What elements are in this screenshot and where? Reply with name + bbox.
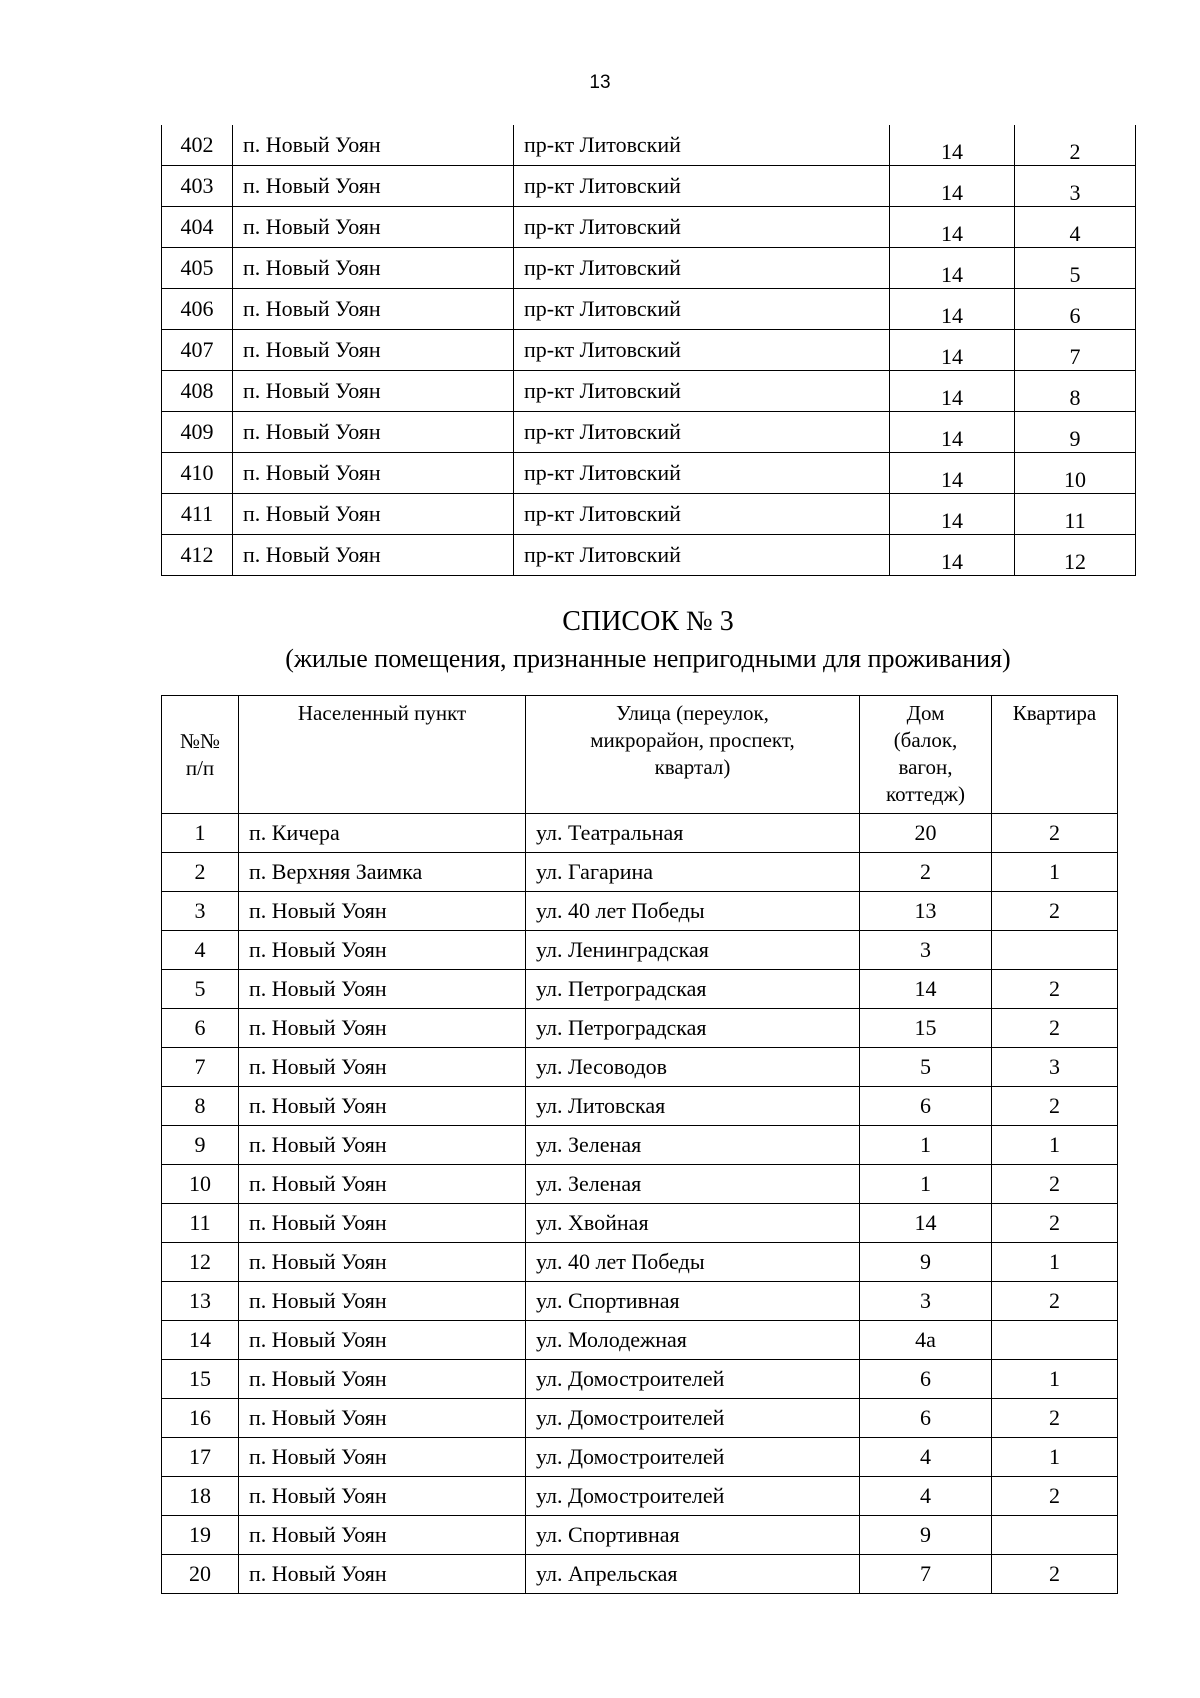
cell-locality: п. Новый Уоян (239, 1399, 526, 1438)
cell-house: 14 (890, 453, 1015, 494)
table-row (162, 1087, 1118, 1126)
cell-number: 19 (162, 1516, 239, 1555)
cell-street: ул. Петроградская (526, 1009, 860, 1048)
cell-house: 14 (890, 412, 1015, 453)
cell-locality: п. Новый Уоян (239, 1009, 526, 1048)
cell-number: 13 (162, 1282, 239, 1321)
table-row (162, 853, 1118, 892)
cell-apartment: 6 (1015, 289, 1136, 330)
cell-locality: п. Новый Уоян (239, 1438, 526, 1477)
cell-locality: п. Новый Уоян (239, 1048, 526, 1087)
cell-locality: п. Новый Уоян (239, 1282, 526, 1321)
table-row (162, 1243, 1118, 1282)
cell-locality: п. Новый Уоян (233, 289, 514, 330)
cell-street: ул. Театральная (526, 814, 860, 853)
cell-number: 404 (162, 207, 233, 248)
cell-street: ул. 40 лет Победы (526, 1243, 860, 1282)
cell-apartment: 7 (1015, 330, 1136, 371)
cell-house: 6 (860, 1087, 992, 1126)
table-row (162, 248, 1136, 289)
cell-locality: п. Новый Уоян (239, 1516, 526, 1555)
cell-locality: п. Новый Уоян (239, 1126, 526, 1165)
cell-apartment: 1 (992, 1243, 1118, 1282)
cell-house: 14 (890, 494, 1015, 535)
page-number: 13 (589, 72, 611, 93)
cell-locality: п. Верхняя Заимка (239, 853, 526, 892)
cell-apartment: 12 (1015, 535, 1136, 576)
cell-apartment: 3 (992, 1048, 1118, 1087)
cell-number: 402 (162, 125, 233, 166)
table-row (162, 1009, 1118, 1048)
cell-house: 14 (890, 330, 1015, 371)
table-row (162, 1165, 1118, 1204)
table-row (162, 1204, 1118, 1243)
cell-number: 403 (162, 166, 233, 207)
cell-apartment: 2 (992, 1399, 1118, 1438)
cell-apartment: 2 (992, 892, 1118, 931)
cell-number: 7 (162, 1048, 239, 1087)
cell-street: ул. Зеленая (526, 1165, 860, 1204)
cell-street: ул. Зеленая (526, 1126, 860, 1165)
cell-locality: п. Новый Уоян (239, 931, 526, 970)
table-row (162, 166, 1136, 207)
cell-house: 14 (860, 970, 992, 1009)
cell-house: 14 (860, 1204, 992, 1243)
cell-apartment: 1 (992, 853, 1118, 892)
header-row (162, 696, 1118, 814)
cell-apartment: 5 (1015, 248, 1136, 289)
cell-house: 6 (860, 1399, 992, 1438)
cell-house: 9 (860, 1243, 992, 1282)
table-row (162, 1282, 1118, 1321)
cell-apartment: 2 (992, 1087, 1118, 1126)
cell-number: 408 (162, 371, 233, 412)
cell-house: 2 (860, 853, 992, 892)
list3-table (161, 695, 1118, 1594)
header-street-line: микрорайон, проспект, (590, 728, 795, 752)
header-street (526, 696, 860, 814)
cell-locality: п. Кичера (239, 814, 526, 853)
header-num (162, 696, 239, 814)
table-row (162, 1126, 1118, 1165)
cell-house: 14 (890, 125, 1015, 166)
cell-number: 1 (162, 814, 239, 853)
table-row (162, 931, 1118, 970)
cell-number: 4 (162, 931, 239, 970)
cell-house: 4 (860, 1438, 992, 1477)
table-row (162, 371, 1136, 412)
cell-apartment: 11 (1015, 494, 1136, 535)
cell-number: 10 (162, 1165, 239, 1204)
table-row (162, 1516, 1118, 1555)
cell-apartment: 2 (992, 1009, 1118, 1048)
table-row (162, 453, 1136, 494)
header-street-line: квартал) (654, 755, 731, 779)
cell-apartment: 1 (992, 1360, 1118, 1399)
cell-house: 4 (860, 1477, 992, 1516)
header-house (860, 696, 992, 814)
header-house-line: коттедж) (886, 782, 965, 806)
cell-apartment: 1 (992, 1126, 1118, 1165)
header-house-line: Дом (906, 701, 945, 725)
cell-street: пр-кт Литовский (514, 248, 890, 289)
cell-house: 3 (860, 1282, 992, 1321)
cell-house: 14 (890, 248, 1015, 289)
table-row (162, 289, 1136, 330)
table-row (162, 1477, 1118, 1516)
cell-locality: п. Новый Уоян (233, 453, 514, 494)
table-row (162, 1360, 1118, 1399)
cell-apartment: 9 (1015, 412, 1136, 453)
table-row (162, 494, 1136, 535)
cell-street: пр-кт Литовский (514, 371, 890, 412)
cell-apartment: 10 (1015, 453, 1136, 494)
cell-locality: п. Новый Уоян (233, 371, 514, 412)
cell-number: 18 (162, 1477, 239, 1516)
cell-house: 4а (860, 1321, 992, 1360)
cell-locality: п. Новый Уоян (233, 125, 514, 166)
cell-number: 5 (162, 970, 239, 1009)
cell-street: пр-кт Литовский (514, 453, 890, 494)
table-row (162, 1555, 1118, 1594)
cell-apartment: 2 (992, 814, 1118, 853)
cell-house: 14 (890, 166, 1015, 207)
cell-locality: п. Новый Уоян (233, 207, 514, 248)
cell-street: пр-кт Литовский (514, 125, 890, 166)
cell-house: 1 (860, 1126, 992, 1165)
cell-street: ул. Домостроителей (526, 1399, 860, 1438)
cell-apartment: 2 (992, 1204, 1118, 1243)
cell-street: ул. Петроградская (526, 970, 860, 1009)
list-title: СПИСОК № 3 (562, 606, 734, 637)
cell-locality: п. Новый Уоян (233, 248, 514, 289)
table-row (162, 1399, 1118, 1438)
cell-number: 15 (162, 1360, 239, 1399)
cell-house: 6 (860, 1360, 992, 1399)
cell-number: 411 (162, 494, 233, 535)
cell-number: 17 (162, 1438, 239, 1477)
cell-number: 9 (162, 1126, 239, 1165)
cell-house: 5 (860, 1048, 992, 1087)
table-row (162, 125, 1136, 166)
cell-apartment: 3 (1015, 166, 1136, 207)
cell-street: пр-кт Литовский (514, 166, 890, 207)
cell-locality: п. Новый Уоян (233, 166, 514, 207)
cell-street: ул. Молодежная (526, 1321, 860, 1360)
cell-street: ул. Спортивная (526, 1516, 860, 1555)
cell-apartment (992, 1321, 1118, 1360)
cell-street: ул. 40 лет Победы (526, 892, 860, 931)
cell-apartment: 2 (992, 970, 1118, 1009)
cell-street: пр-кт Литовский (514, 289, 890, 330)
cell-street: ул. Домостроителей (526, 1438, 860, 1477)
cell-street: ул. Домостроителей (526, 1477, 860, 1516)
cell-apartment: 2 (992, 1477, 1118, 1516)
cell-number: 14 (162, 1321, 239, 1360)
cell-street: пр-кт Литовский (514, 494, 890, 535)
cell-locality: п. Новый Уоян (233, 494, 514, 535)
cell-apartment: 8 (1015, 371, 1136, 412)
cell-locality: п. Новый Уоян (239, 1087, 526, 1126)
cell-locality: п. Новый Уоян (239, 892, 526, 931)
header-apartment-line: Квартира (1012, 701, 1097, 725)
header-apartment (992, 696, 1118, 814)
header-locality-line: Населенный пункт (297, 701, 467, 725)
list-subtitle: (жилые помещения, признанные непригодными для проживания) (285, 644, 1011, 673)
cell-street: пр-кт Литовский (514, 330, 890, 371)
cell-house: 7 (860, 1555, 992, 1594)
cell-street: ул. Спортивная (526, 1282, 860, 1321)
cell-locality: п. Новый Уоян (233, 412, 514, 453)
cell-number: 407 (162, 330, 233, 371)
cell-locality: п. Новый Уоян (239, 1204, 526, 1243)
header-num-line: №№ (179, 728, 221, 753)
header-house-line: (балок, (893, 728, 958, 752)
cell-street: пр-кт Литовский (514, 412, 890, 453)
continuation-table (161, 125, 1136, 576)
table-row (162, 1321, 1118, 1360)
cell-house: 15 (860, 1009, 992, 1048)
table-row (162, 1048, 1118, 1087)
cell-number: 11 (162, 1204, 239, 1243)
cell-street: ул. Апрельская (526, 1555, 860, 1594)
cell-house: 14 (890, 289, 1015, 330)
table-row (162, 814, 1118, 853)
cell-apartment: 1 (992, 1438, 1118, 1477)
table-row (162, 207, 1136, 248)
cell-number: 406 (162, 289, 233, 330)
cell-number: 405 (162, 248, 233, 289)
table-row (162, 330, 1136, 371)
cell-apartment: 4 (1015, 207, 1136, 248)
cell-street: ул. Хвойная (526, 1204, 860, 1243)
table-row (162, 892, 1118, 931)
cell-house: 3 (860, 931, 992, 970)
cell-street: ул. Литовская (526, 1087, 860, 1126)
cell-house: 9 (860, 1516, 992, 1555)
cell-number: 16 (162, 1399, 239, 1438)
header-house-line: вагон, (898, 755, 953, 779)
cell-number: 8 (162, 1087, 239, 1126)
cell-locality: п. Новый Уоян (239, 1243, 526, 1282)
cell-locality: п. Новый Уоян (239, 1477, 526, 1516)
header-street-line: Улица (переулок, (616, 701, 769, 725)
cell-house: 14 (890, 207, 1015, 248)
cell-house: 13 (860, 892, 992, 931)
cell-apartment: 2 (1015, 125, 1136, 166)
cell-number: 412 (162, 535, 233, 576)
cell-number: 409 (162, 412, 233, 453)
cell-street: пр-кт Литовский (514, 535, 890, 576)
cell-street: ул. Гагарина (526, 853, 860, 892)
table-row (162, 1438, 1118, 1477)
cell-house: 14 (890, 535, 1015, 576)
cell-house: 1 (860, 1165, 992, 1204)
cell-locality: п. Новый Уоян (239, 1555, 526, 1594)
cell-apartment: 2 (992, 1282, 1118, 1321)
cell-locality: п. Новый Уоян (239, 970, 526, 1009)
header-num-line: п/п (185, 755, 215, 780)
cell-street: ул. Ленинградская (526, 931, 860, 970)
cell-number: 2 (162, 853, 239, 892)
table-row (162, 535, 1136, 576)
cell-number: 410 (162, 453, 233, 494)
cell-locality: п. Новый Уоян (233, 535, 514, 576)
cell-street: пр-кт Литовский (514, 207, 890, 248)
cell-number: 20 (162, 1555, 239, 1594)
cell-locality: п. Новый Уоян (239, 1165, 526, 1204)
table-row (162, 412, 1136, 453)
cell-apartment: 2 (992, 1555, 1118, 1594)
table-row (162, 970, 1118, 1009)
cell-apartment (992, 1516, 1118, 1555)
cell-house: 20 (860, 814, 992, 853)
cell-number: 6 (162, 1009, 239, 1048)
cell-locality: п. Новый Уоян (239, 1360, 526, 1399)
cell-number: 3 (162, 892, 239, 931)
cell-street: ул. Домостроителей (526, 1360, 860, 1399)
cell-street: ул. Лесоводов (526, 1048, 860, 1087)
cell-apartment: 2 (992, 1165, 1118, 1204)
cell-apartment (992, 931, 1118, 970)
header-locality (239, 696, 526, 814)
cell-locality: п. Новый Уоян (239, 1321, 526, 1360)
cell-number: 12 (162, 1243, 239, 1282)
cell-house: 14 (890, 371, 1015, 412)
cell-locality: п. Новый Уоян (233, 330, 514, 371)
